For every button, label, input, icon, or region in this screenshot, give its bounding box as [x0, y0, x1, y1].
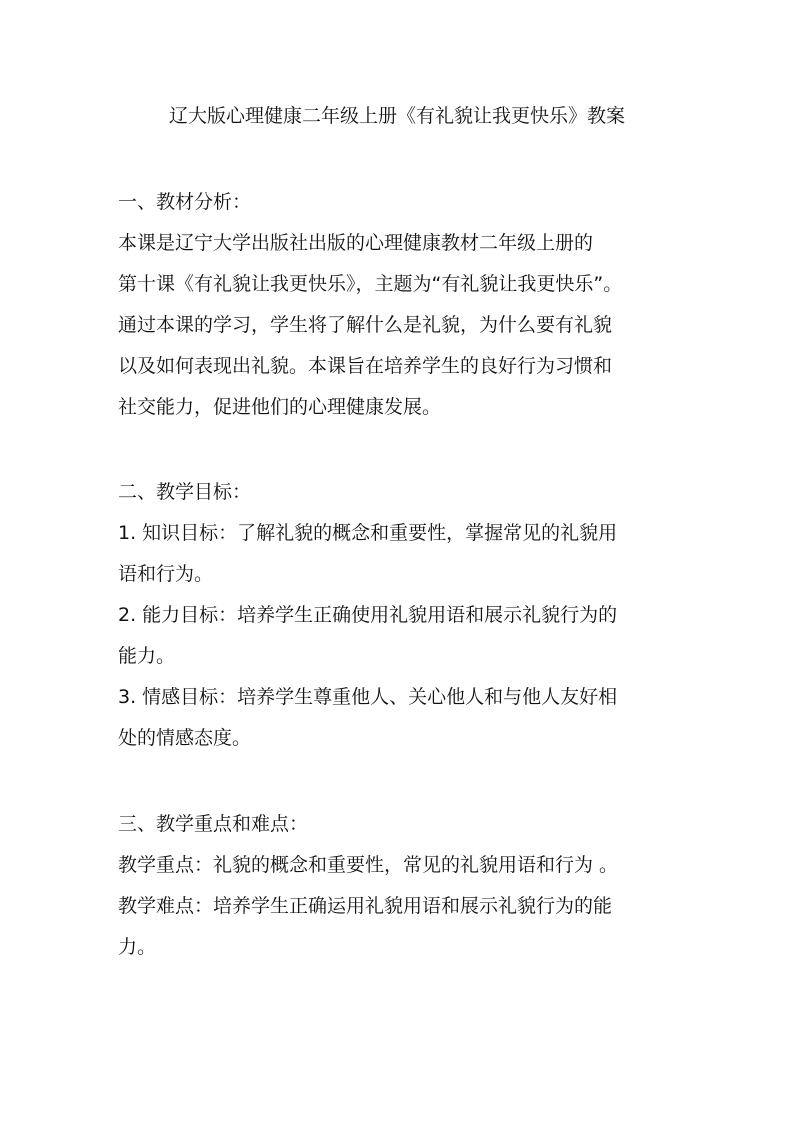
document-title: 辽大版心理健康二年级上册《有礼貌让我更快乐》教案 — [168, 105, 625, 127]
section-1-line-5: 社交能力，促进他们的心理健康发展。 — [118, 396, 442, 418]
section-2-line-3: 2. 能力目标：培养学生正确使用礼貌用语和展示礼貌行为的 — [118, 604, 618, 626]
section-2-line-6: 处的情感态度。 — [118, 727, 252, 749]
section-1-line-1: 本课是辽宁大学出版社出版的心理健康教材二年级上册的 — [118, 232, 594, 254]
section-1-line-3: 通过本课的学习，学生将了解什么是礼貌，为什么要有礼貌 — [118, 314, 613, 336]
section-2-line-4: 能力。 — [118, 645, 176, 667]
section-2-line-2: 语和行为。 — [118, 563, 214, 585]
section-1-heading: 一、教材分析： — [118, 191, 252, 213]
section-3-heading: 三、教学重点和难点： — [118, 813, 309, 835]
section-2-line-5: 3. 情感目标：培养学生尊重他人、关心他人和与他人友好相 — [118, 686, 618, 708]
section-1-line-2: 第十课《有礼貌让我更快乐》，主题为“有礼貌让我更快乐”。 — [118, 273, 623, 295]
section-3-line-2: 教学难点：培养学生正确运用礼貌用语和展示礼貌行为的能 — [118, 895, 613, 917]
section-2-line-1: 1. 知识目标：了解礼貌的概念和重要性，掌握常见的礼貌用 — [118, 522, 618, 544]
section-3-line-3: 力。 — [118, 936, 157, 958]
section-2-heading: 二、教学目标： — [118, 481, 252, 503]
section-3-line-1: 教学重点：礼貌的概念和重要性，常见的礼貌用语和行为 。 — [118, 854, 619, 876]
section-1-line-4: 以及如何表现出礼貌。本课旨在培养学生的良好行为习惯和 — [118, 355, 613, 377]
